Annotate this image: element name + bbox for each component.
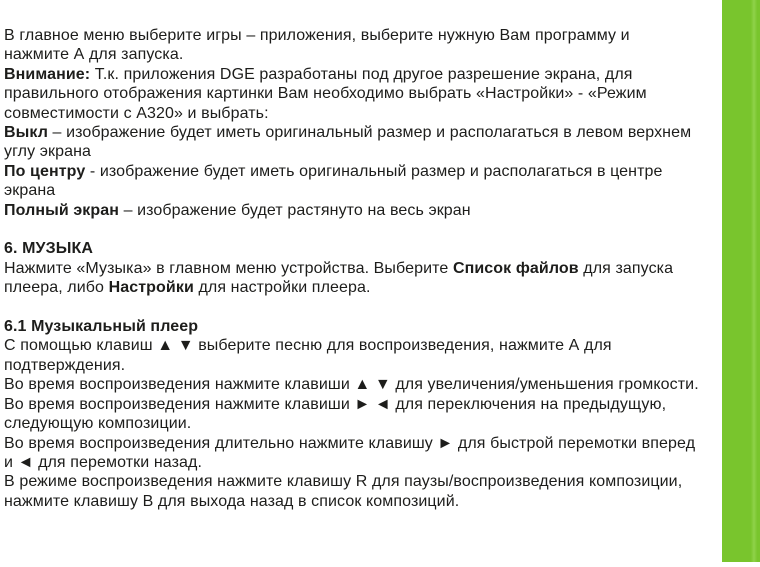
text-run: В главное меню выберите игры – приложения, выберите нужную Вам программу и xyxy=(4,27,630,44)
text-run-bold: Список файлов xyxy=(452,259,579,277)
text-run-bold: 6. МУЗЫКА xyxy=(4,240,93,258)
text-run: подтверждения. xyxy=(4,356,126,374)
text-line xyxy=(4,162,720,181)
text-run: следующую композиции. xyxy=(4,415,192,433)
green-accent-bar xyxy=(722,0,760,562)
text-run-bold: Внимание: xyxy=(4,65,91,83)
text-run: для настройки плеера. xyxy=(193,279,371,297)
text-line xyxy=(4,259,720,278)
text-line xyxy=(4,375,720,394)
text-run: плеера, либо xyxy=(4,279,109,297)
text-run-bold: По центру xyxy=(4,162,86,180)
text-line xyxy=(4,26,720,45)
text-line xyxy=(4,201,720,220)
text-run: – изображение будет иметь оригинальный размер и располагаться в левом верхнем xyxy=(48,124,692,142)
text-run: С помощью клавиш ▲ ▼ выберите песню для воспроизведения, нажмите А для xyxy=(4,337,612,355)
text-line xyxy=(4,414,720,433)
text-line xyxy=(4,220,720,239)
text-line xyxy=(4,336,720,355)
manual-text xyxy=(4,26,720,511)
text-run: и ◄ для перемотки назад. xyxy=(4,453,203,471)
text-line xyxy=(4,104,720,123)
text-line xyxy=(4,434,720,453)
text-run: Нажмите «Музыка» в главном меню устройства. Выберите xyxy=(4,259,453,277)
text-run: углу экрана xyxy=(4,143,92,161)
text-line xyxy=(4,142,720,161)
text-run-bold: Выкл xyxy=(4,124,48,142)
text-run: совместимости с А320» и выбрать: xyxy=(4,104,269,122)
text-line xyxy=(4,317,720,336)
text-line xyxy=(4,298,720,317)
text-run: Во время воспроизведения нажмите клавиши ▲ ▼ для увеличения/уменьшения громкости. xyxy=(4,376,699,394)
text-run: В режиме воспроизведения нажмите клавишу R для паузы/воспроизведения композиции, xyxy=(4,473,683,491)
text-run: для запуска xyxy=(578,259,674,277)
text-run: Т.к. приложения DGE разработаны под другое разрешение экрана, для xyxy=(90,65,633,83)
text-run-bold: Настройки xyxy=(108,279,194,297)
text-run-bold: 6.1 Музыкальный плеер xyxy=(4,318,199,336)
text-line xyxy=(4,278,720,297)
text-run: Во время воспроизведения нажмите клавиши ► ◄ для переключения на предыдущую, xyxy=(4,395,667,413)
text-line xyxy=(4,181,720,200)
text-line xyxy=(4,65,720,84)
text-line xyxy=(4,453,720,472)
text-run: нажмите клавишу В для выхода назад в список композиций. xyxy=(4,492,460,510)
text-line xyxy=(4,395,720,414)
text-line xyxy=(4,239,720,258)
text-line xyxy=(4,45,720,64)
text-line xyxy=(4,472,720,491)
text-line xyxy=(4,84,720,103)
text-run: экрана xyxy=(4,182,56,200)
text-run: правильного отображения картинки Вам необходимо выбрать «Настройки» - «Режим xyxy=(4,85,647,103)
text-line xyxy=(4,356,720,375)
text-run: – изображение будет растянуто на весь экран xyxy=(119,201,471,219)
text-line xyxy=(4,492,720,511)
text-run-bold: Полный экран xyxy=(4,201,120,219)
text-run: - изображение будет иметь оригинальный размер и располагаться в центре xyxy=(85,162,663,180)
text-run: Во время воспроизведения длительно нажмите клавишу ► для быстрой перемотки вперед xyxy=(4,434,696,452)
text-line xyxy=(4,123,720,142)
text-run: нажмите А для запуска. xyxy=(4,46,184,64)
